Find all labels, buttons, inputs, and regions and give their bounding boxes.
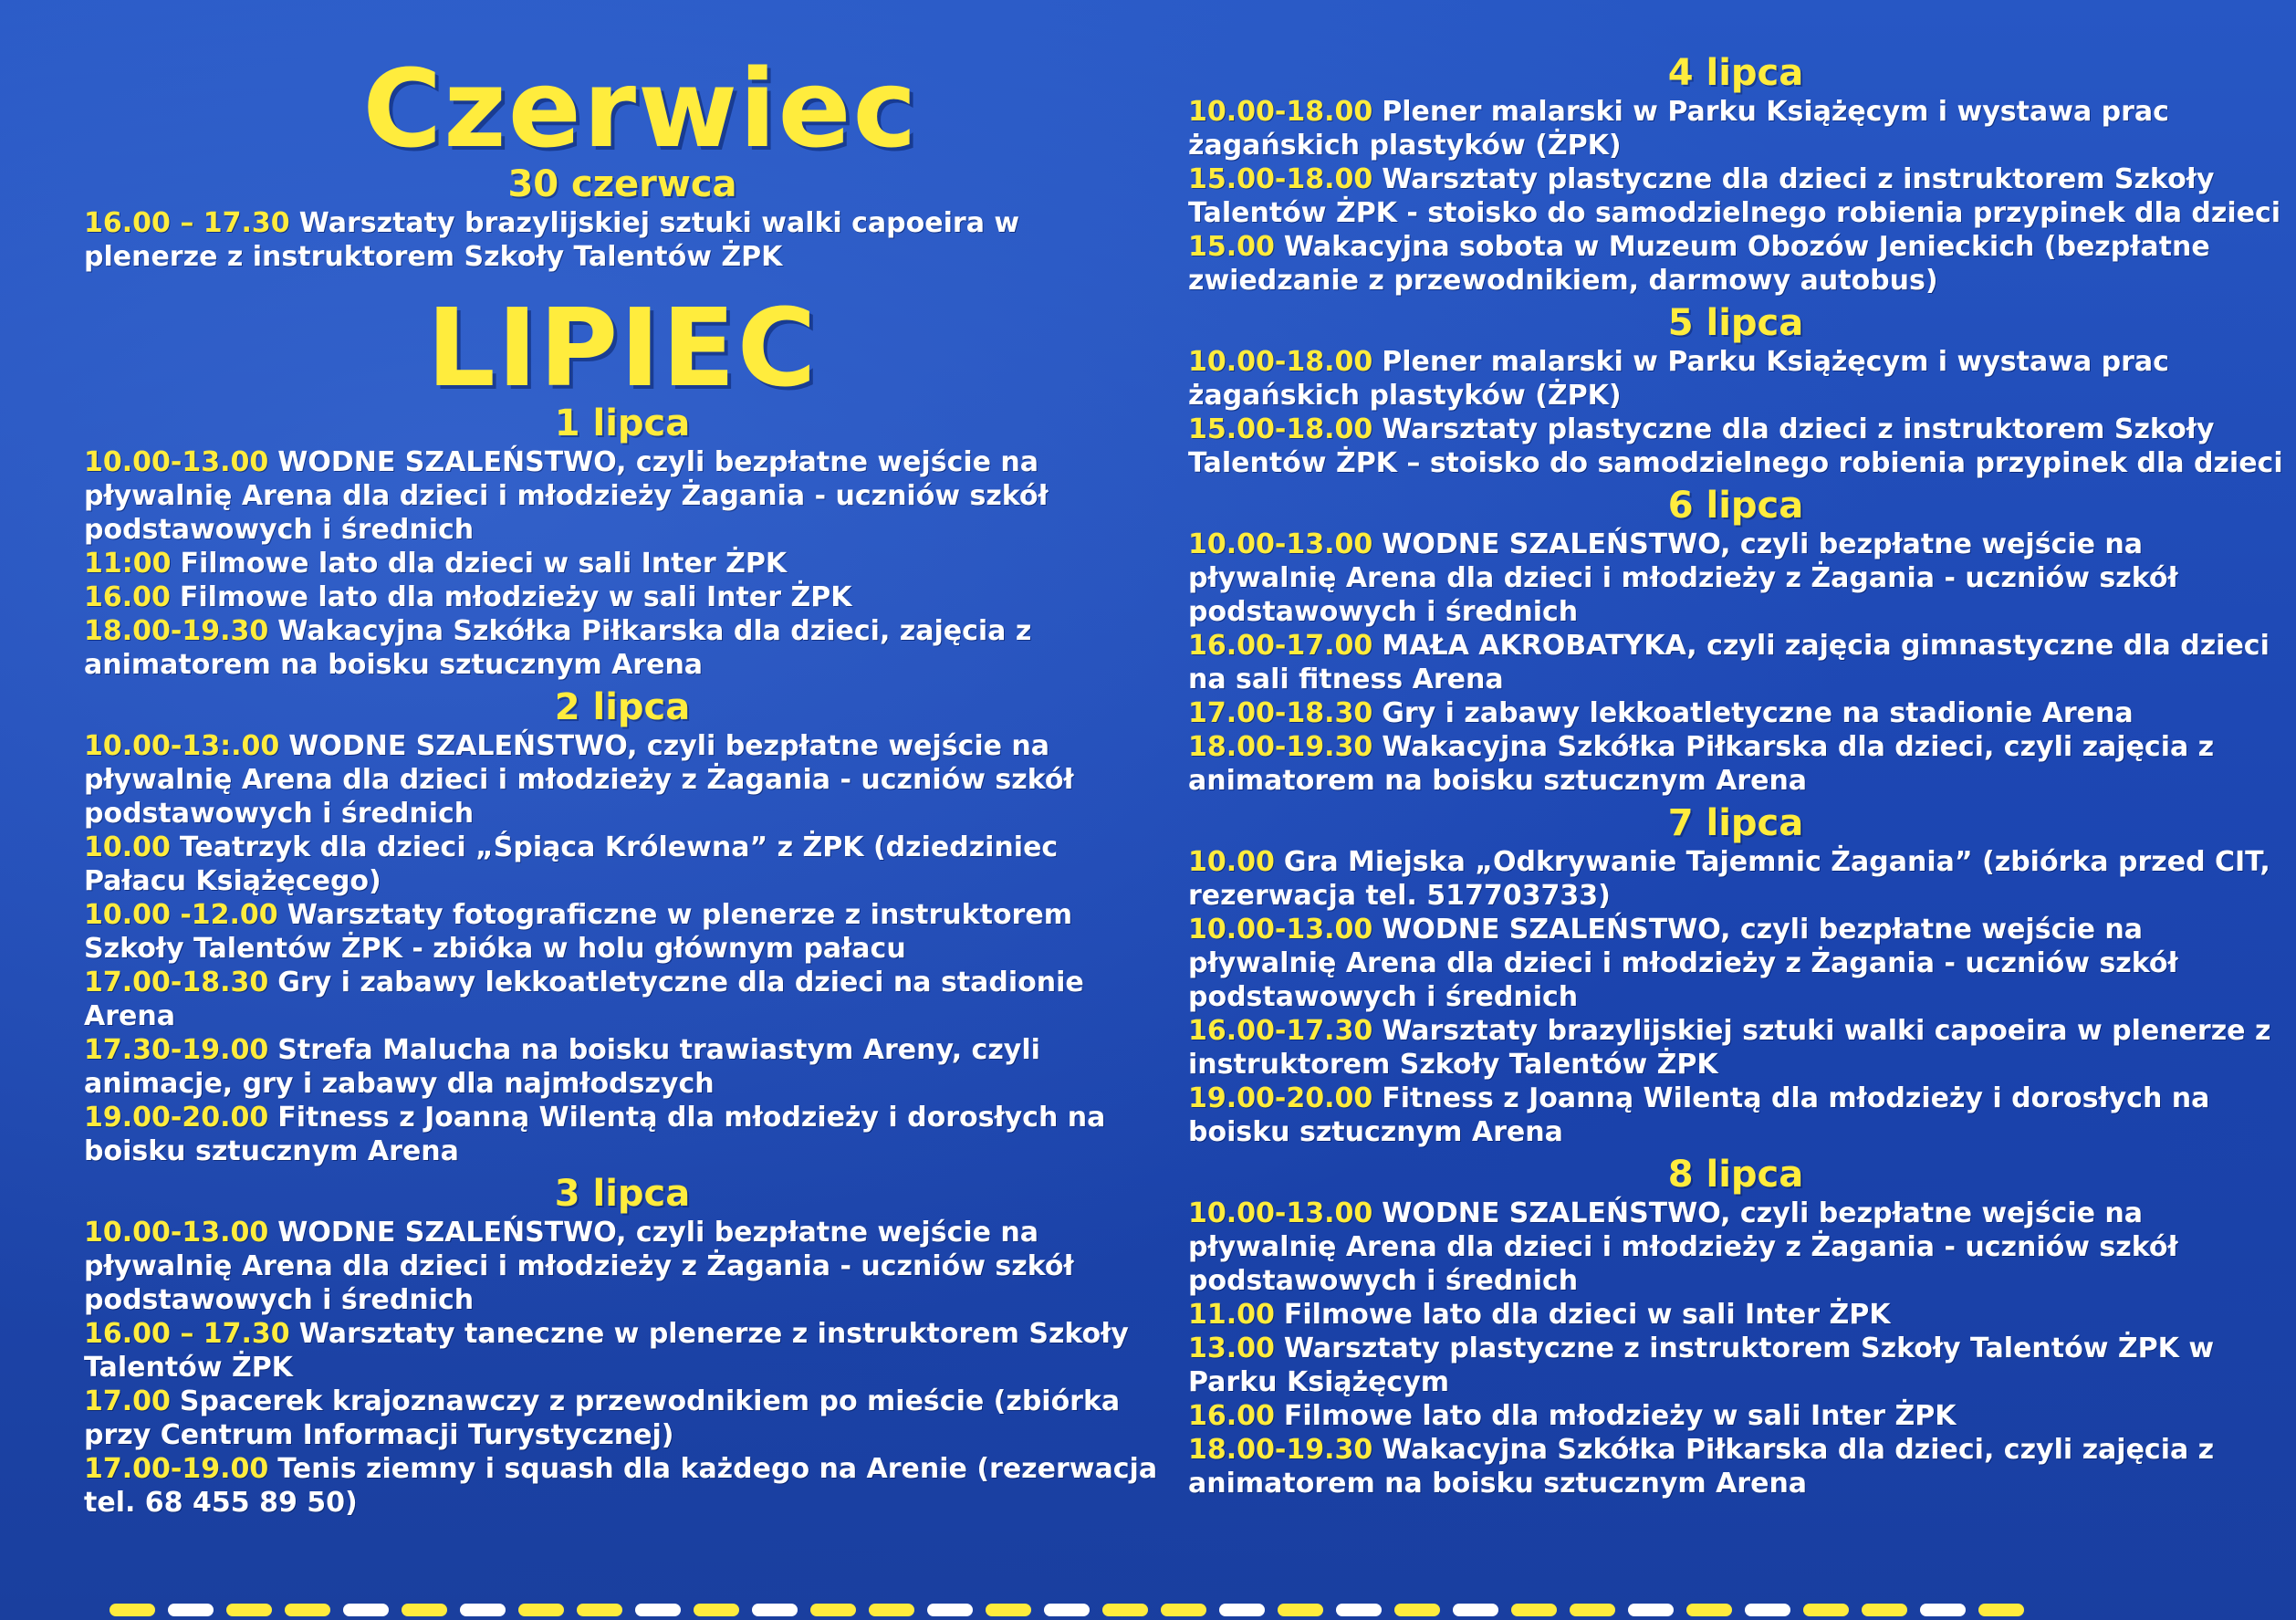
event-item [1188,413,2283,480]
day-heading: 30 czerwca [507,163,737,205]
event-time: 10.00-13.00 [1188,914,1373,946]
day-block [84,685,1161,1168]
event-time: 10.00-13.00 [1188,1197,1373,1229]
event-description: Teatrzyk dla dzieci „Śpiąca Królewna” z ŻPK (dziedziniec Pałacu Książęcego) [84,831,1059,897]
event-item [84,206,1161,274]
decorative-dash [810,1604,856,1616]
event-description: Wakacyjna Szkółka Piłkarska dla dzieci, czyli zajęcia z animatorem na boisku sztucznym Arena [1188,1434,2215,1500]
event-time: 10.00-18.00 [1188,96,1373,128]
decorative-dash [1686,1604,1732,1616]
event-item [1188,1014,2283,1082]
event-item [84,1101,1161,1168]
decorative-dash [869,1604,914,1616]
event-time: 19.00-20.00 [84,1102,269,1134]
event-description: WODNE SZALEŃSTWO, czyli bezpłatne wejście na pływalnię Arena dla dzieci i młodzieży z Żagania - uczniów szkół podstawowych i średnich [1188,528,2178,628]
day-heading: 1 lipca [554,402,691,444]
event-description: Strefa Malucha na boisku trawiastym Areny, czyli animacje, gry i zabawy dla najmłodszych [84,1034,1040,1100]
event-item [1188,345,2283,413]
event-item [84,1317,1161,1385]
day-block [84,162,1161,274]
event-description: Filmowe lato dla młodzieży w sali Inter ŻPK [179,581,852,613]
event-item [84,1033,1161,1101]
event-item [1188,1197,2283,1298]
event-time: 10.00 -12.00 [84,899,278,931]
event-time: 10.00-13.00 [84,446,269,478]
event-item [84,547,1161,580]
event-time: 17.00-18.30 [1188,697,1373,729]
decorative-dash [285,1604,330,1616]
event-time: 10.00 [1188,846,1275,878]
decorative-dash [226,1604,272,1616]
right-column [1188,0,2283,1504]
event-description: Warsztaty brazylijskiej sztuki walki capoeira w plenerze z instruktorem Szkoły Talentów ŻPK [1188,1015,2271,1081]
event-description: Filmowe lato dla dzieci w sali Inter ŻPK [1283,1299,1891,1331]
event-time: 16.00-17.00 [1188,630,1373,662]
event-description: WODNE SZALEŃSTWO, czyli bezpłatne wejście na pływalnię Arena dla dzieci i młodzieży z Żagania - uczniów szkół podstawowych i średnich [1188,1197,2178,1297]
event-time: 10.00 [84,831,171,863]
event-description: Wakacyjna Szkółka Piłkarska dla dzieci, czyli zajęcia z animatorem na boisku sztucznym Arena [1188,731,2215,797]
event-time: 10.00-13.00 [1188,528,1373,560]
event-description: Filmowe lato dla młodzieży w sali Inter ŻPK [1283,1400,1957,1432]
event-description: Plener malarski w Parku Książęcym i wystawa prac żagańskich plastyków (ŻPK) [1188,96,2169,162]
event-item [1188,528,2283,629]
decorative-dash [1219,1604,1265,1616]
decorative-dash [635,1604,681,1616]
decorative-dash [1862,1604,1907,1616]
event-item [1188,95,2283,162]
day-block [84,402,1161,682]
decorative-dash [1102,1604,1148,1616]
event-item [1188,1082,2283,1149]
decorative-dash [460,1604,506,1616]
day-heading: 6 lipca [1667,485,1804,527]
decorative-dash [577,1604,622,1616]
event-description: Warsztaty plastyczne dla dzieci z instruktorem Szkoły Talentów ŻPK - stoisko do samodzielnego robienia przypinek dla dzieci [1188,163,2281,229]
event-time: 15.00 [1188,231,1275,263]
event-time: 11.00 [1188,1299,1275,1331]
event-description: WODNE SZALEŃSTWO, czyli bezpłatne wejście na pływalnię Arena dla dzieci i młodzieży z Żagania - uczniów szkół podstawowych i średnich [1188,914,2178,1013]
event-time: 18.00-19.30 [84,615,269,647]
event-time: 17.00 [84,1385,171,1417]
event-time: 16.00 – 17.30 [84,207,290,239]
event-description: Fitness z Joanną Wilentą dla młodzieży i dorosłych na boisku sztucznym Arena [1188,1082,2210,1148]
event-time: 10.00-13.00 [84,1217,269,1249]
event-time: 17.00-19.00 [84,1453,269,1485]
event-time: 18.00-19.30 [1188,1434,1373,1466]
event-item [1188,1433,2283,1500]
event-description: Fitness z Joanną Wilentą dla młodzieży i dorosłych na boisku sztucznym Arena [84,1102,1106,1167]
event-description: Warsztaty taneczne w plenerze z instruktorem Szkoły Talentów ŻPK [84,1318,1129,1384]
decorative-dash [1161,1604,1206,1616]
june-schedule [84,162,1161,274]
event-description: Tenis ziemny i squash dla każdego na Arenie (rezerwacja tel. 68 455 89 50) [84,1453,1158,1519]
event-item [1188,1332,2283,1399]
event-item [1188,845,2283,913]
decorative-dash [986,1604,1031,1616]
event-item [84,1452,1161,1520]
day-heading: 8 lipca [1667,1154,1804,1196]
decorative-dash [1570,1604,1615,1616]
day-heading: 4 lipca [1667,52,1804,94]
decorative-dash [343,1604,389,1616]
event-description: Warsztaty fotograficzne w plenerze z instruktorem Szkoły Talentów ŻPK - zbióka w holu głównym pałacu [84,899,1072,965]
day-heading: 7 lipca [1667,802,1804,844]
event-description: Spacerek krajoznawczy z przewodnikiem po mieście (zbiórka przy Centrum Informacji Turystycznej) [84,1385,1121,1451]
decorative-dash [1336,1604,1382,1616]
decorative-dash-row [110,1604,2024,1616]
decorative-dash [1044,1604,1090,1616]
day-block [84,1172,1161,1520]
event-item [84,898,1161,966]
event-item [1188,629,2283,696]
event-description: Wakacyjna sobota w Muzeum Obozów Jenieckich (bezpłatne zwiedzanie z przewodnikiem, darmowy autobus) [1188,231,2210,297]
event-description: Warsztaty plastyczne dla dzieci z instruktorem Szkoły Talentów ŻPK – stoisko do samodzielnego robienia przypinek dla dzieci [1188,413,2283,479]
event-description: Gra Miejska „Odkrywanie Tajemnic Żagania” (zbiórka przed CIT, rezerwacja tel. 517703733) [1188,846,2270,912]
event-time: 16.00 – 17.30 [84,1318,290,1350]
event-time: 17.00-18.30 [84,967,269,998]
july-schedule-right [1188,51,2283,1500]
day-heading: 2 lipca [554,686,691,728]
event-item [84,1216,1161,1317]
event-item [1188,1399,2283,1433]
event-time: 15.00-18.00 [1188,413,1373,445]
event-item [1188,913,2283,1014]
event-time: 16.00 [1188,1400,1275,1432]
event-description: Warsztaty brazylijskiej sztuki walki capoeira w plenerze z instruktorem Szkoły Talentów ŻPK [84,207,1020,273]
event-item [84,831,1161,898]
day-block [1188,301,2283,480]
decorative-dash [752,1604,798,1616]
left-column [84,0,1161,1523]
event-item [84,445,1161,547]
event-time: 18.00-19.30 [1188,731,1373,763]
day-block [1188,484,2283,798]
event-item [84,614,1161,682]
decorative-dash [110,1604,155,1616]
decorative-dash [1745,1604,1790,1616]
event-description: MAŁA AKROBATYKA, czyli zajęcia gimnastyczne dla dzieci na sali fitness Arena [1188,630,2270,695]
event-item [1188,230,2283,298]
july-schedule-left [84,402,1161,1520]
day-heading: 3 lipca [554,1173,691,1215]
event-description: WODNE SZALEŃSTWO, czyli bezpłatne wejście na pływalnię Arena dla dzieci i młodzieży Żagania - uczniów szkół podstawowych i średnich [84,446,1049,546]
event-description: Plener malarski w Parku Książęcym i wystawa prac żagańskich plastyków (ŻPK) [1188,346,2169,412]
event-time: 16.00 [84,581,171,613]
event-time: 11:00 [84,548,172,580]
event-item [1188,162,2283,230]
event-description: WODNE SZALEŃSTWO, czyli bezpłatne wejście na pływalnię Arena dla dzieci i młodzieży z Żagania - uczniów szkół podstawowych i średnich [84,730,1074,830]
event-time: 13.00 [1188,1333,1275,1364]
decorative-dash [168,1604,214,1616]
decorative-dash [1278,1604,1323,1616]
event-description: Gry i zabawy lekkoatletyczne dla dzieci na stadionie Arena [84,967,1084,1032]
decorative-dash [927,1604,973,1616]
event-time: 10.00-13:.00 [84,730,280,762]
event-item [84,966,1161,1033]
event-item [1188,1298,2283,1332]
month-title-july: LIPIEC [426,285,819,411]
month-title-june: Czerwiec [362,46,919,172]
decorative-dash [1453,1604,1498,1616]
event-description: Filmowe lato dla dzieci w sali Inter ŻPK [180,548,788,580]
event-description: WODNE SZALEŃSTWO, czyli bezpłatne wejście na pływalnię Arena dla dzieci i młodzieży z Żagania - uczniów szkół podstawowych i średnich [84,1217,1074,1316]
decorative-dash [1803,1604,1849,1616]
event-item [84,729,1161,831]
event-description: Wakacyjna Szkółka Piłkarska dla dzieci, zajęcia z animatorem na boisku sztucznym Arena [84,615,1032,681]
event-description: Gry i zabawy lekkoatletyczne na stadionie Arena [1382,697,2134,729]
decorative-dash [1511,1604,1557,1616]
event-item [84,1385,1161,1452]
event-time: 16.00-17.30 [1188,1015,1373,1047]
decorative-dash [402,1604,447,1616]
decorative-dash [518,1604,564,1616]
decorative-dash [1920,1604,1966,1616]
day-heading: 5 lipca [1667,302,1804,344]
day-block [1188,801,2283,1149]
event-description: Warsztaty plastyczne z instruktorem Szkoły Talentów ŻPK w Parku Książęcym [1188,1333,2215,1398]
decorative-dash [694,1604,739,1616]
event-item [84,580,1161,614]
event-item [1188,730,2283,798]
decorative-dash [1978,1604,2024,1616]
day-block [1188,1153,2283,1500]
event-item [1188,696,2283,730]
event-time: 17.30-19.00 [84,1034,269,1066]
event-time: 15.00-18.00 [1188,163,1373,195]
event-time: 10.00-18.00 [1188,346,1373,378]
decorative-dash [1628,1604,1674,1616]
decorative-dash [1394,1604,1440,1616]
event-time: 19.00-20.00 [1188,1082,1373,1114]
day-block [1188,51,2283,298]
